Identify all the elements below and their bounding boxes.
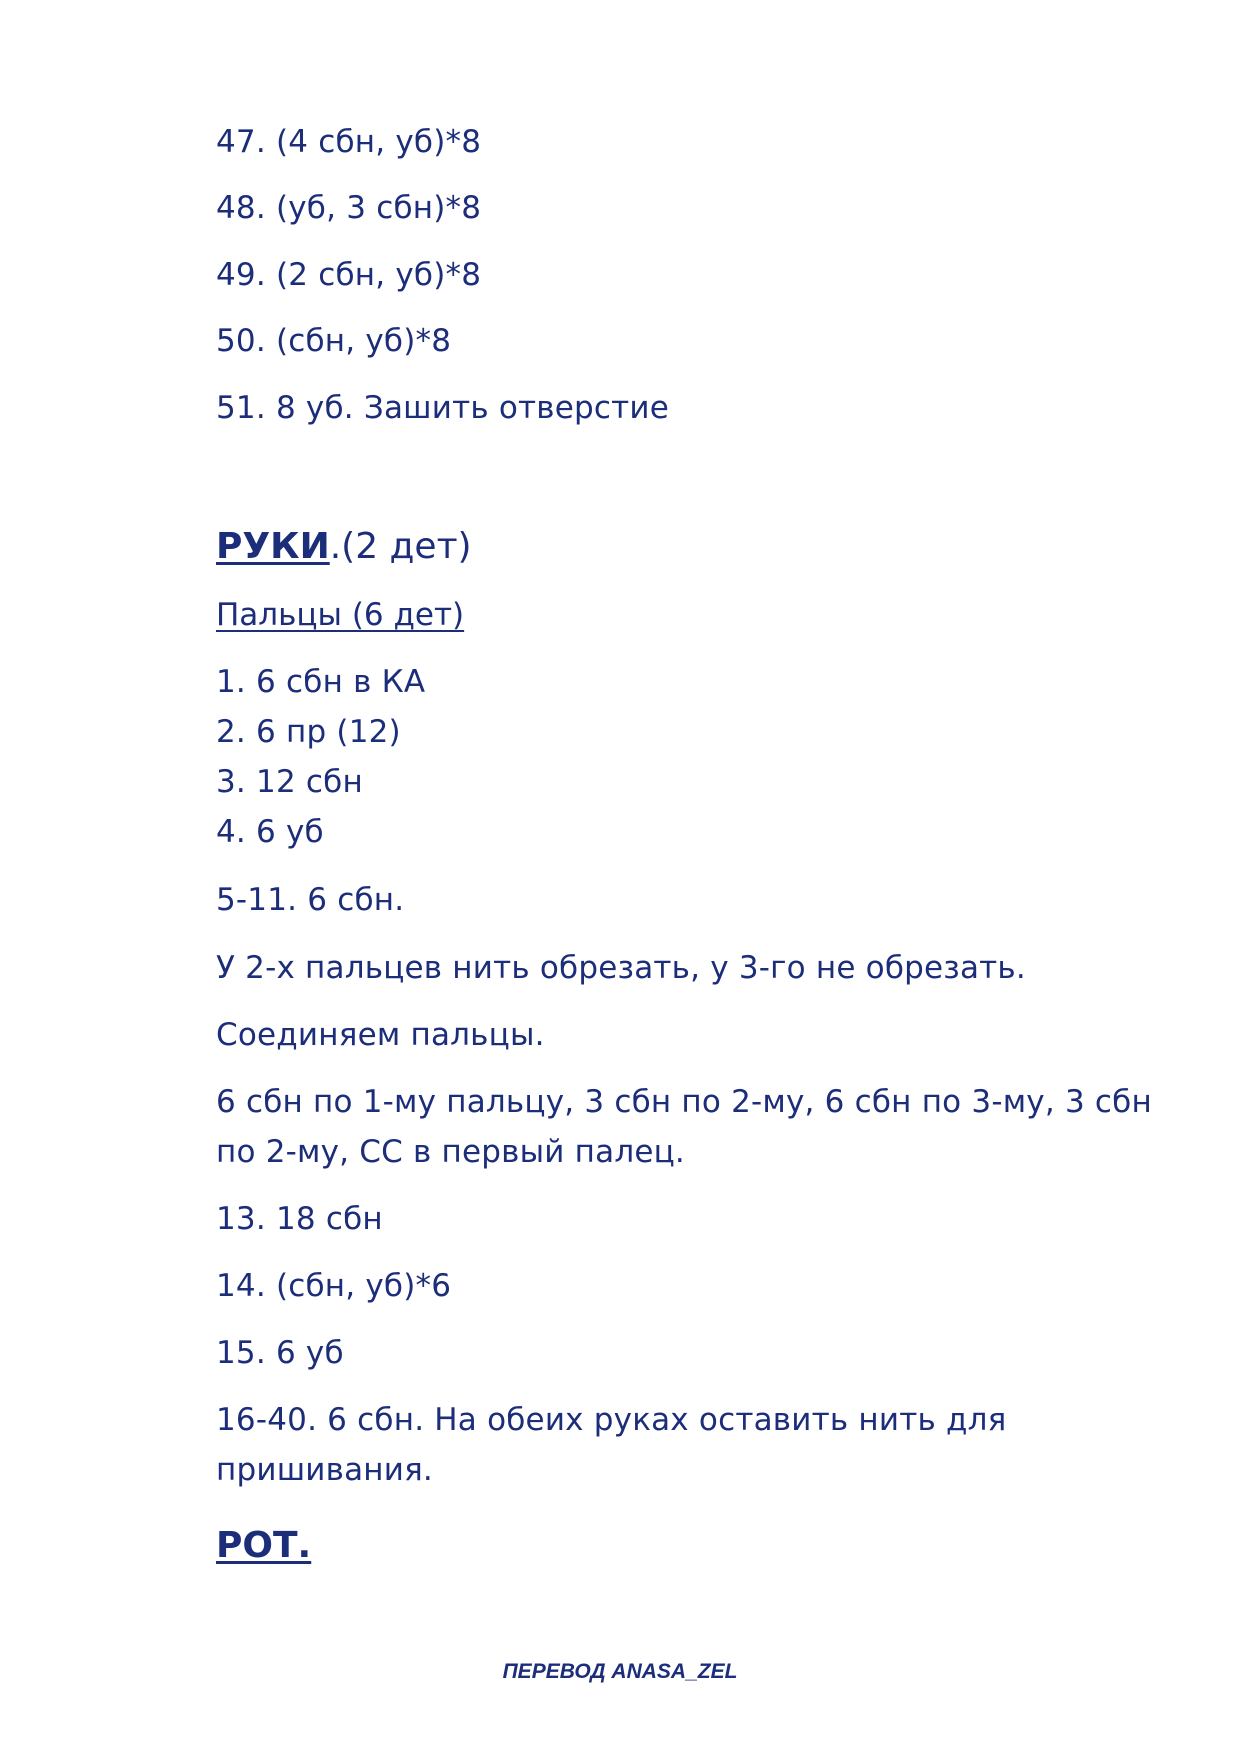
- arm-row-16-40-line-2: пришивания.: [216, 1452, 433, 1488]
- arm-row-16-40-line-1: 16-40. 6 сбн. На обеих руках оставить нить для: [216, 1402, 1007, 1438]
- finger-row-4: 4. 6 уб: [216, 814, 324, 850]
- mouth-heading: [216, 1524, 311, 1568]
- arms-heading: [216, 525, 472, 569]
- pattern-row-50: 50. (сбн, уб)*8: [216, 323, 452, 359]
- pattern-row-49: 49. (2 сбн, уб)*8: [216, 257, 482, 293]
- arm-row-14: 14. (сбн, уб)*6: [216, 1268, 452, 1304]
- note-cut-thread: У 2-х пальцев нить обрезать, у 3-го не обрезать.: [216, 950, 1026, 986]
- finger-row-1: 1. 6 сбн в КА: [216, 664, 426, 700]
- join-instruction-line-2: по 2-му, СС в первый палец.: [216, 1134, 685, 1170]
- pattern-row-48: 48. (уб, 3 сбн)*8: [216, 190, 482, 226]
- finger-row-3: 3. 12 сбн: [216, 764, 363, 800]
- pattern-row-47: 47. (4 сбн, уб)*8: [216, 124, 482, 160]
- arms-title: РУКИ: [216, 526, 330, 567]
- mouth-title: РОТ.: [216, 1525, 312, 1566]
- fingers-subtitle: Пальцы (6 дет): [216, 597, 465, 633]
- note-join-fingers: Соединяем пальцы.: [216, 1017, 545, 1053]
- arm-row-13: 13. 18 сбн: [216, 1201, 383, 1237]
- arm-row-15: 15. 6 уб: [216, 1335, 344, 1371]
- pattern-row-51: 51. 8 уб. Зашить отверстие: [216, 390, 670, 426]
- join-instruction-line-1: 6 сбн по 1-му пальцу, 3 сбн по 2-му, 6 сбн по 3-му, 3 сбн: [216, 1084, 1152, 1120]
- finger-row-5-11: 5-11. 6 сбн.: [216, 882, 405, 918]
- finger-row-2: 2. 6 пр (12): [216, 714, 401, 750]
- arms-title-suffix: .(2 дет): [329, 526, 472, 567]
- translator-footer: ПЕРЕВОД ANASA_ZEL: [502, 1660, 738, 1683]
